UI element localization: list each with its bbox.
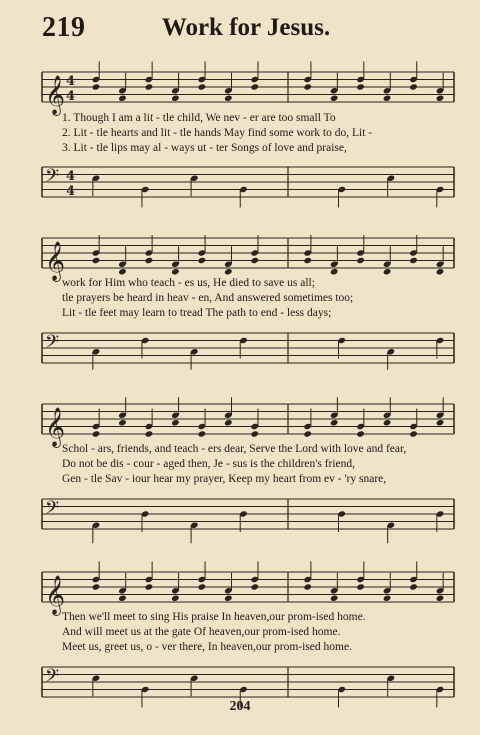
- note-head-icon: [171, 95, 180, 102]
- bass-staff: [0, 161, 480, 205]
- time-signature-icon: 4: [66, 89, 76, 104]
- note-head-icon: [250, 430, 259, 437]
- note-head-icon: [303, 430, 312, 437]
- note-head-icon: [356, 583, 365, 590]
- note-head-icon: [409, 583, 418, 590]
- note-head-icon: [145, 83, 154, 90]
- note-head-icon: [224, 95, 233, 102]
- note-head-icon: [198, 583, 207, 590]
- treble-clef-icon: 𝄞: [45, 75, 66, 115]
- time-signature-icon: 4: [66, 74, 76, 89]
- treble-clef-icon: 𝄞: [45, 575, 66, 615]
- note-head-icon: [198, 83, 207, 90]
- lyric-line: Gen - tle Sav - iour hear my prayer, Keep my heart from ev - 'ry snare,: [62, 473, 387, 485]
- note-head-icon: [383, 419, 392, 426]
- lyric-line: And will meet us at the gate Of heaven,our prom-ised home.: [62, 626, 341, 638]
- treble-staff: [0, 566, 480, 615]
- lyric-line: work for Him who teach - es us, He died to save us all;: [62, 277, 315, 289]
- note-head-icon: [409, 257, 418, 264]
- note-head-icon: [224, 419, 233, 426]
- lyric-line: Then we'll meet to sing His praise In heaven,our prom-ised home.: [62, 611, 366, 623]
- treble-staff: [0, 398, 480, 447]
- note-head-icon: [383, 95, 392, 102]
- lyric-line: 1. Though I am a lit - tle child, We nev - er are too small To: [62, 112, 336, 124]
- bass-clef-icon: 𝄢: [45, 666, 60, 691]
- note-head-icon: [92, 83, 101, 90]
- note-head-icon: [383, 268, 392, 275]
- note-head-icon: [436, 419, 445, 426]
- bass-staff: [0, 327, 480, 371]
- treble-staff: [0, 232, 480, 281]
- note-head-icon: [171, 419, 180, 426]
- bass-clef-icon: 𝄢: [45, 166, 60, 191]
- note-head-icon: [145, 430, 154, 437]
- note-head-icon: [436, 268, 445, 275]
- note-head-icon: [198, 257, 207, 264]
- note-head-icon: [198, 430, 207, 437]
- lyric-line: 2. Lit - tle hearts and lit - tle hands May find some work to do, Lit -: [62, 127, 373, 139]
- note-head-icon: [409, 83, 418, 90]
- treble-clef-icon: 𝄞: [45, 407, 66, 447]
- page-number: 204: [229, 699, 251, 714]
- time-signature-icon: 4: [66, 184, 76, 199]
- note-head-icon: [250, 583, 259, 590]
- note-head-icon: [356, 430, 365, 437]
- note-head-icon: [330, 419, 339, 426]
- note-head-icon: [118, 595, 127, 602]
- note-head-icon: [303, 83, 312, 90]
- note-head-icon: [145, 257, 154, 264]
- lyric-line: 3. Lit - tle lips may al - ways ut - ter Songs of love and praise,: [62, 142, 347, 154]
- note-head-icon: [436, 595, 445, 602]
- note-head-icon: [171, 595, 180, 602]
- note-head-icon: [118, 419, 127, 426]
- note-head-icon: [409, 430, 418, 437]
- note-head-icon: [330, 595, 339, 602]
- bass-clef-icon: 𝄢: [45, 332, 60, 357]
- lyric-line: Schol - ars, friends, and teach - ers dear, Serve the Lord with love and fear,: [62, 443, 407, 455]
- note-head-icon: [330, 268, 339, 275]
- note-head-icon: [92, 583, 101, 590]
- note-head-icon: [92, 257, 101, 264]
- bass-clef-icon: 𝄢: [45, 498, 60, 523]
- lyric-line: Do not be dis - cour - aged then, Je - sus is the children's friend,: [62, 458, 356, 470]
- note-head-icon: [118, 95, 127, 102]
- note-head-icon: [330, 95, 339, 102]
- note-head-icon: [250, 83, 259, 90]
- note-head-icon: [250, 257, 259, 264]
- note-head-icon: [224, 268, 233, 275]
- note-head-icon: [303, 583, 312, 590]
- time-signature-icon: 4: [66, 169, 76, 184]
- treble-staff: [0, 66, 480, 115]
- note-head-icon: [145, 583, 154, 590]
- note-head-icon: [171, 268, 180, 275]
- note-head-icon: [92, 430, 101, 437]
- note-head-icon: [356, 83, 365, 90]
- note-head-icon: [224, 595, 233, 602]
- note-head-icon: [383, 595, 392, 602]
- note-head-icon: [356, 257, 365, 264]
- treble-clef-icon: 𝄞: [45, 241, 66, 281]
- note-head-icon: [436, 95, 445, 102]
- note-head-icon: [303, 257, 312, 264]
- lyric-line: Lit - tle feet may learn to tread The path to end - less days;: [62, 307, 332, 319]
- lyric-line: Meet us, greet us, o - ver there, In heaven,our prom-ised home.: [62, 641, 352, 653]
- bass-staff: [0, 493, 480, 537]
- note-head-icon: [118, 268, 127, 275]
- hymn-title: Work for Jesus.: [161, 14, 331, 41]
- lyric-line: tle prayers be heard in heav - en, And answered sometimes too;: [62, 292, 354, 304]
- hymn-number: 219: [42, 12, 86, 43]
